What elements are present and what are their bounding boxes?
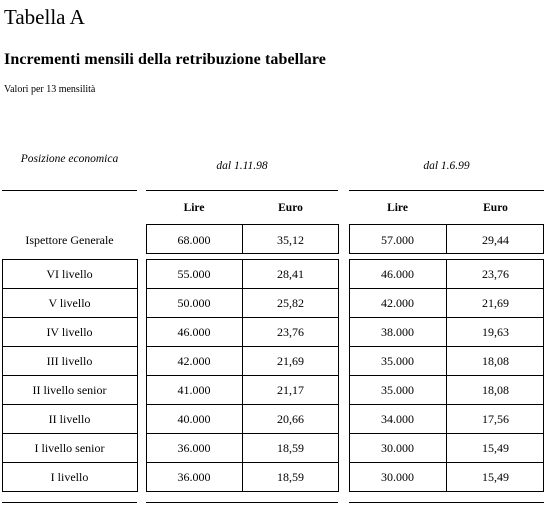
row-label: V livello: [48, 296, 91, 310]
cell-first-p2-lire: 57.000: [381, 233, 414, 247]
row-label-first: Ispettore Generale: [25, 233, 114, 247]
row-separator: [349, 375, 544, 376]
cell-p1-lire: 42.000: [177, 354, 211, 368]
cell-p2-euro: 23,76: [482, 267, 509, 281]
row-label: III livello: [46, 354, 93, 368]
cell-first-p2-euro: 29,44: [482, 233, 509, 247]
position-column-header: Posizione economica: [20, 153, 119, 165]
row-separator: [2, 317, 138, 318]
row-label: II livello senior: [32, 383, 107, 397]
period1-header: dal 1.11.98: [216, 160, 268, 172]
row-label: I livello: [50, 470, 89, 484]
row-separator: [349, 317, 544, 318]
row-label: I livello senior: [34, 441, 105, 455]
row-separator: [2, 404, 138, 405]
cell-p2-lire: 30.000: [381, 470, 414, 484]
cell-first-p1-euro: 35,12: [277, 233, 304, 247]
row-label: IV livello: [46, 325, 93, 339]
cell-p2-euro: 18,08: [482, 383, 509, 397]
row-separator: [2, 462, 138, 463]
values-note: Valori per 13 mensilità: [4, 84, 96, 95]
cell-first-p1-lire: 68.000: [177, 233, 211, 247]
row-separator: [2, 433, 138, 434]
row-separator: [146, 317, 339, 318]
row-separator: [146, 346, 339, 347]
cell-p2-euro: 17,56: [482, 412, 509, 426]
cell-p2-euro: 15,49: [482, 441, 509, 455]
period2-euro-header: Euro: [483, 202, 508, 214]
footer-rule-position: [2, 502, 137, 503]
row-separator: [349, 433, 544, 434]
cell-p1-euro: 21,69: [277, 354, 304, 368]
cell-p1-lire: 36.000: [177, 470, 211, 484]
footer-rule-period1: [146, 502, 338, 503]
row-separator: [349, 462, 544, 463]
row-separator: [2, 288, 138, 289]
cell-p1-lire: 41.000: [177, 383, 211, 397]
row-label: VI livello: [46, 267, 93, 281]
cell-p2-euro: 19,63: [482, 325, 509, 339]
cell-p2-lire: 38.000: [381, 325, 414, 339]
row-separator: [2, 346, 138, 347]
document-title: Tabella A: [4, 5, 85, 29]
cell-p1-lire: 50.000: [177, 296, 211, 310]
row-separator: [146, 375, 339, 376]
cell-p1-euro: 18,59: [277, 441, 304, 455]
period1-lire-header: Lire: [183, 202, 205, 214]
cell-p1-euro: 21,17: [277, 383, 304, 397]
row-separator: [349, 404, 544, 405]
footer-rule-period2: [349, 502, 544, 503]
row-separator: [349, 346, 544, 347]
cell-p2-euro: 21,69: [482, 296, 509, 310]
cell-p2-lire: 35.000: [381, 354, 414, 368]
cell-p1-lire: 40.000: [177, 412, 211, 426]
header-rule-period2: [349, 190, 544, 191]
cell-p1-euro: 23,76: [277, 325, 304, 339]
period2-lire-header: Lire: [387, 202, 408, 214]
cell-p2-lire: 42.000: [381, 296, 414, 310]
cell-p1-lire: 46.000: [177, 325, 211, 339]
header-rule-position: [2, 190, 137, 191]
row-separator: [146, 288, 339, 289]
cell-p2-lire: 34.000: [381, 412, 414, 426]
row-separator: [349, 288, 544, 289]
period2-header: dal 1.6.99: [423, 160, 470, 172]
cell-p2-lire: 30.000: [381, 441, 414, 455]
document-subtitle: Incrementi mensili della retribuzione tabellare: [4, 51, 326, 68]
cell-p2-lire: 46.000: [381, 267, 414, 281]
header-rule-period1: [146, 190, 338, 191]
row-label: II livello: [48, 412, 91, 426]
cell-p1-euro: 18,59: [277, 470, 304, 484]
cell-p1-lire: 36.000: [177, 441, 211, 455]
row-separator: [2, 375, 138, 376]
cell-p1-lire: 55.000: [177, 267, 211, 281]
cell-p2-euro: 18,08: [482, 354, 509, 368]
cell-p1-euro: 28,41: [277, 267, 304, 281]
cell-p1-euro: 20,66: [277, 412, 304, 426]
row-separator: [146, 433, 339, 434]
cell-p2-lire: 35.000: [381, 383, 414, 397]
cell-p2-euro: 15,49: [482, 470, 509, 484]
row-separator: [146, 462, 339, 463]
cell-p1-euro: 25,82: [277, 296, 304, 310]
period1-euro-header: Euro: [278, 202, 303, 214]
row-separator: [146, 404, 339, 405]
